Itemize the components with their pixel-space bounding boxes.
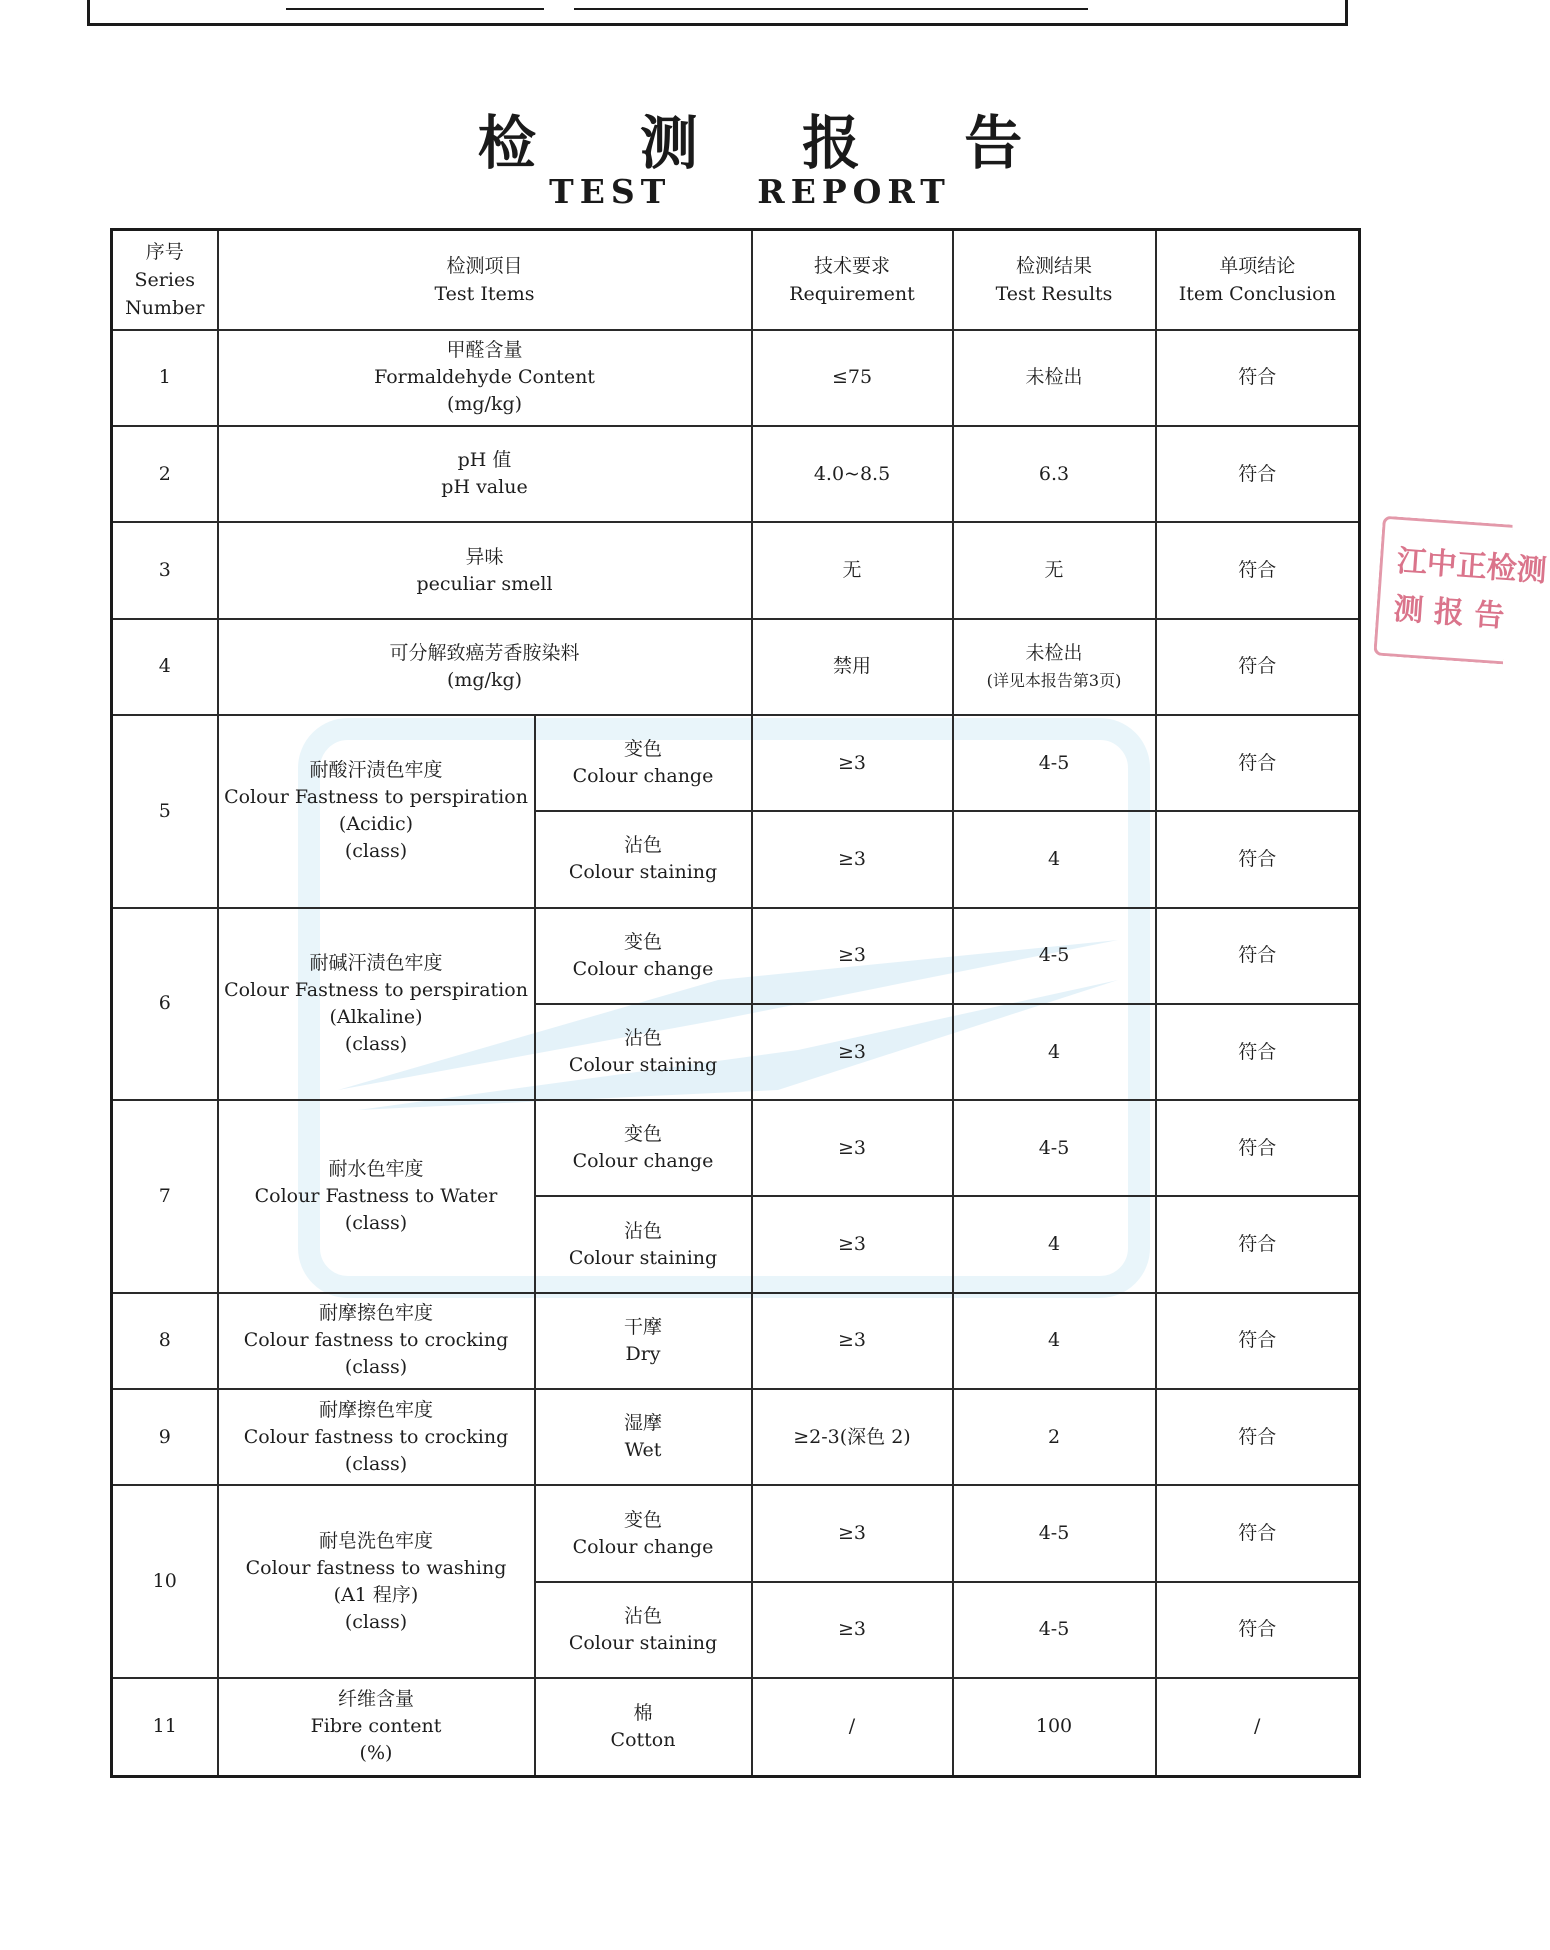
requirement: ≥3 [752, 1582, 953, 1678]
header-underline-right [574, 8, 1088, 10]
requirement: 禁用 [752, 619, 953, 715]
test-item: 耐水色牢度 Colour Fastness to Water (class) [218, 1100, 535, 1293]
row-number: 6 [112, 908, 218, 1101]
row-number: 3 [112, 522, 218, 618]
header-underline-left [286, 8, 544, 10]
conclusion: 符合 [1156, 1485, 1360, 1581]
row-number: 1 [112, 330, 218, 426]
conclusion: 符合 [1156, 1293, 1360, 1389]
test-item: 耐摩擦色牢度 Colour fastness to crocking (class) [218, 1389, 535, 1485]
test-item: 耐摩擦色牢度 Colour fastness to crocking (class) [218, 1293, 535, 1389]
test-item: 耐酸汗渍色牢度 Colour Fastness to perspiration (Acidic) (class) [218, 715, 535, 908]
sub-item: 沾色 Colour staining [535, 1582, 752, 1678]
row-number: 2 [112, 426, 218, 522]
test-item: pH 值 pH value [218, 426, 752, 522]
test-result: 4 [953, 1196, 1156, 1292]
test-item: 耐碱汗渍色牢度 Colour Fastness to perspiration (Alkaline) (class) [218, 908, 535, 1101]
conclusion: 符合 [1156, 1100, 1360, 1196]
sub-item: 变色 Colour change [535, 1100, 752, 1196]
table-row [112, 619, 1360, 715]
header-item-conclusion: 单项结论 Item Conclusion [1156, 230, 1360, 330]
sub-item: 变色 Colour change [535, 715, 752, 811]
conclusion: 符合 [1156, 1004, 1360, 1100]
row-number: 10 [112, 1485, 218, 1678]
test-item: 纤维含量 Fibre content (%) [218, 1678, 535, 1777]
test-result: 4 [953, 1293, 1156, 1389]
requirement: 无 [752, 522, 953, 618]
requirement: 4.0~8.5 [752, 426, 953, 522]
table-row [112, 715, 1360, 811]
conclusion: 符合 [1156, 522, 1360, 618]
test-result: 无 [953, 522, 1156, 618]
stamp-line-2: 测 报 告 [1392, 591, 1506, 635]
row-number: 8 [112, 1293, 218, 1389]
table-row [112, 1678, 1360, 1777]
conclusion: 符合 [1156, 715, 1360, 811]
row-number: 7 [112, 1100, 218, 1293]
conclusion: 符合 [1156, 811, 1360, 907]
test-result: 2 [953, 1389, 1156, 1485]
title-en-word-1: TEST [549, 172, 672, 211]
title-en-word-2: REPORT [757, 172, 951, 211]
sub-item: 干摩 Dry [535, 1293, 752, 1389]
conclusion: 符合 [1156, 619, 1360, 715]
table-header-row [112, 230, 1360, 330]
conclusion: 符合 [1156, 1389, 1360, 1485]
stamp-line-1: 江中正检测 [1395, 543, 1548, 590]
requirement: ≥3 [752, 1196, 953, 1292]
table-row [112, 330, 1360, 426]
test-result: 6.3 [953, 426, 1156, 522]
conclusion: 符合 [1156, 426, 1360, 522]
test-item: 甲醛含量 Formaldehyde Content (mg/kg) [218, 330, 752, 426]
test-result: 4 [953, 1004, 1156, 1100]
test-result: 4-5 [953, 908, 1156, 1004]
requirement: ≥2-3(深色 2) [752, 1389, 953, 1485]
table-row [112, 426, 1360, 522]
header-serial: 序号 Series Number [112, 230, 218, 330]
row-number: 4 [112, 619, 218, 715]
test-result: 4-5 [953, 715, 1156, 811]
conclusion: 符合 [1156, 1582, 1360, 1678]
test-report-table [110, 228, 1361, 1778]
test-result: 100 [953, 1678, 1156, 1777]
sub-item: 变色 Colour change [535, 1485, 752, 1581]
report-title-en [0, 172, 1500, 211]
table-row [112, 1100, 1360, 1196]
header-requirement: 技术要求 Requirement [752, 230, 953, 330]
table-row [112, 908, 1360, 1004]
test-result: 未检出 [953, 330, 1156, 426]
conclusion: 符合 [1156, 908, 1360, 1004]
table-row [112, 1389, 1360, 1485]
requirement: ≥3 [752, 715, 953, 811]
header-test-results: 检测结果 Test Results [953, 230, 1156, 330]
requirement: ≥3 [752, 1485, 953, 1581]
table-row [112, 522, 1360, 618]
sub-item: 变色 Colour change [535, 908, 752, 1004]
row-number: 9 [112, 1389, 218, 1485]
header-test-items: 检测项目 Test Items [218, 230, 752, 330]
requirement: ≥3 [752, 811, 953, 907]
test-item: 可分解致癌芳香胺染料 (mg/kg) [218, 619, 752, 715]
sub-item: 沾色 Colour staining [535, 1196, 752, 1292]
conclusion: 符合 [1156, 330, 1360, 426]
requirement: ≤75 [752, 330, 953, 426]
test-result: 4-5 [953, 1100, 1156, 1196]
test-result: 4-5 [953, 1582, 1156, 1678]
test-result: 4 [953, 811, 1156, 907]
requirement: ≥3 [752, 908, 953, 1004]
header-frame [87, 0, 1348, 26]
row-number: 11 [112, 1678, 218, 1777]
sub-item: 棉 Cotton [535, 1678, 752, 1777]
company-stamp [1373, 516, 1548, 665]
requirement: ≥3 [752, 1004, 953, 1100]
test-item: 异味 peculiar smell [218, 522, 752, 618]
test-result: 未检出 (详见本报告第3页) [953, 619, 1156, 715]
requirement: ≥3 [752, 1100, 953, 1196]
report-title-cn: 检 测 报 告 [477, 109, 1065, 177]
requirement: ≥3 [752, 1293, 953, 1389]
requirement: / [752, 1678, 953, 1777]
conclusion: 符合 [1156, 1196, 1360, 1292]
test-item: 耐皂洗色牢度 Colour fastness to washing (A1 程序) (class) [218, 1485, 535, 1678]
conclusion: / [1156, 1678, 1360, 1777]
sub-item: 湿摩 Wet [535, 1389, 752, 1485]
sub-item: 沾色 Colour staining [535, 1004, 752, 1100]
table-row [112, 1485, 1360, 1581]
table-row [112, 1293, 1360, 1389]
sub-item: 沾色 Colour staining [535, 811, 752, 907]
test-result: 4-5 [953, 1485, 1156, 1581]
row-number: 5 [112, 715, 218, 908]
